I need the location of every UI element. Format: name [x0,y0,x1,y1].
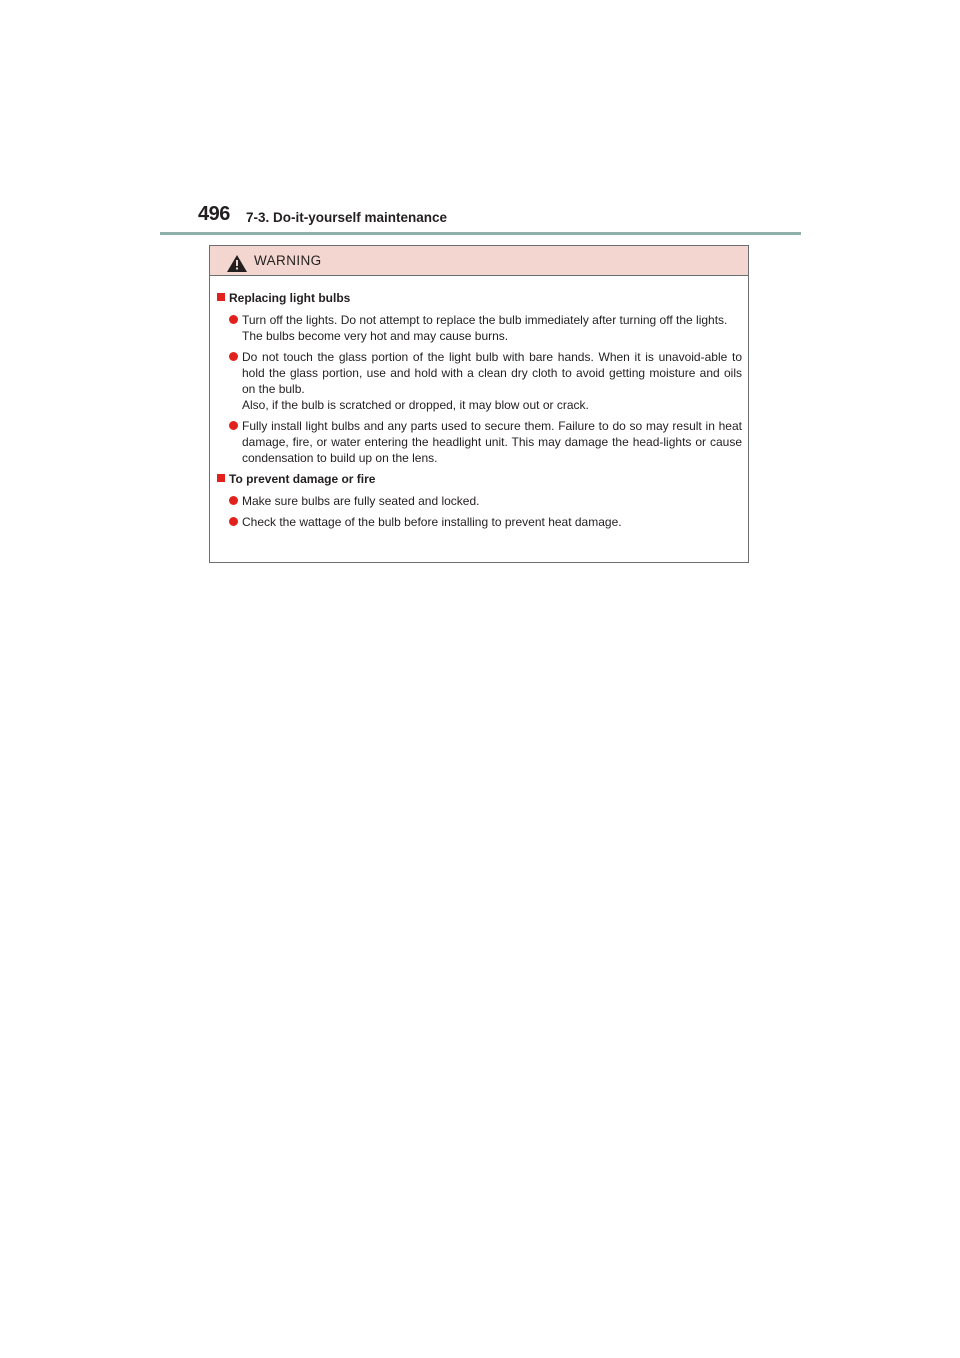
item-text: Turn off the lights. Do not attempt to replace the bulb immediately after turning off the lights. [242,313,728,327]
list-item [217,418,742,466]
item-text: Fully install light bulbs and any parts used to secure them. Failure to do so may result in heat damage, fire, or water entering the headlight unit. This may damage the head-lights or cause condensation to build up on the lens. [242,419,742,465]
warning-body [210,276,748,530]
square-bullet-icon [217,293,225,301]
page-number: 496 [198,203,230,225]
section-title: 7-3. Do-it-yourself maintenance [246,210,448,225]
list-item [217,493,742,509]
item-text: Also, if the bulb is scratched or dropped, it may blow out or crack. [242,398,589,412]
list-item [217,514,742,530]
topic-title: Replacing light bulbs [229,291,351,305]
warning-label: WARNING [254,253,322,268]
warning-box [209,245,749,563]
round-bullet-icon [229,496,238,505]
round-bullet-icon [229,352,238,361]
topic-heading [217,471,742,487]
item-text: Make sure bulbs are fully seated and locked. [242,494,480,508]
page-header [0,0,960,240]
round-bullet-icon [229,315,238,324]
list-item [217,349,742,413]
list-item [217,312,742,344]
warning-triangle-icon [227,255,247,272]
square-bullet-icon [217,474,225,482]
item-text: Do not touch the glass portion of the light bulb with bare hands. When it is unavoid-able to hold the glass portion, use and hold with a clean dry cloth to avoid getting moisture and oils on the bulb. [242,350,742,396]
header-rule [160,232,801,235]
round-bullet-icon [229,421,238,430]
topic-title: To prevent damage or fire [229,472,376,486]
item-text: Check the wattage of the bulb before installing to prevent heat damage. [242,515,622,529]
round-bullet-icon [229,517,238,526]
warning-header [210,246,748,276]
item-text: The bulbs become very hot and may cause burns. [242,329,509,343]
topic-heading [217,290,742,306]
